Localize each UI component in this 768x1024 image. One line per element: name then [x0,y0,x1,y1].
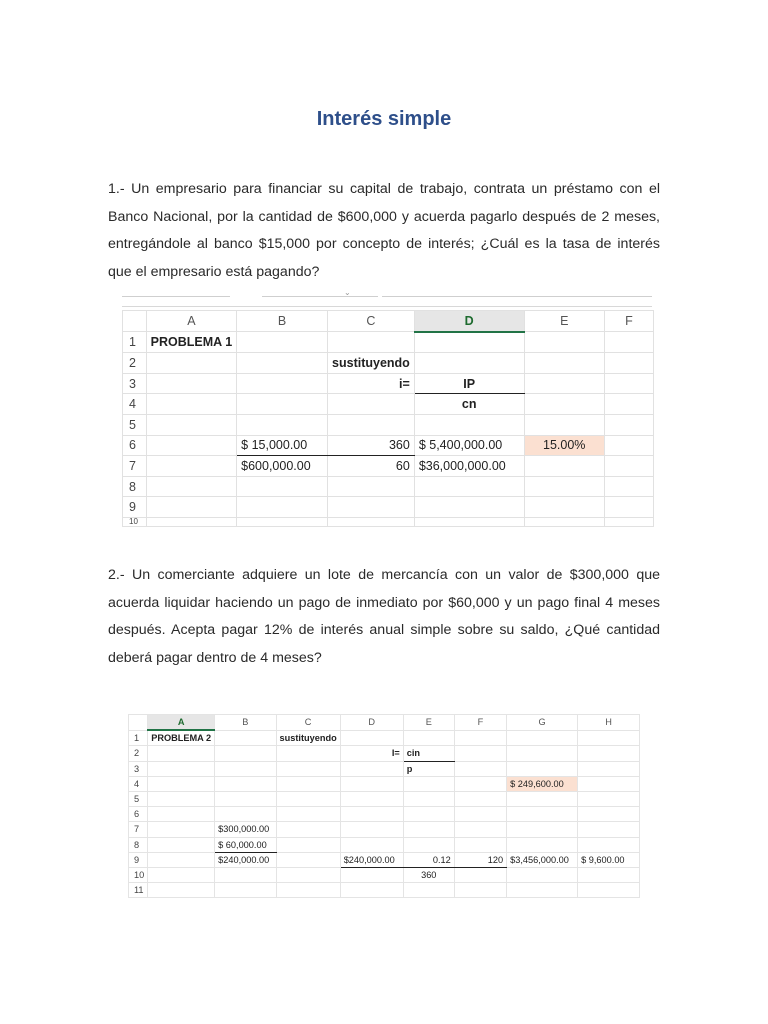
cell-g4-result[interactable]: $ 249,600.00 [507,776,578,791]
cell[interactable] [215,776,276,791]
cell[interactable] [414,497,524,518]
row-header[interactable]: 9 [123,497,147,518]
cell[interactable] [403,730,454,746]
cell[interactable] [276,867,340,882]
cell[interactable] [454,791,506,806]
row-header[interactable]: 3 [123,373,147,394]
column-header[interactable]: E [524,311,604,332]
cell[interactable] [403,822,454,837]
cell-d7[interactable]: $36,000,000.00 [414,456,524,477]
cell-b8[interactable]: $ 60,000.00 [215,837,276,852]
cell-g9[interactable]: $3,456,000.00 [507,852,578,867]
cell[interactable] [237,373,328,394]
cell[interactable] [604,353,653,374]
cell[interactable] [340,776,403,791]
cell[interactable] [403,883,454,898]
row-header[interactable]: 5 [129,791,148,806]
row-header[interactable]: 7 [129,822,148,837]
cell[interactable] [403,791,454,806]
cell[interactable] [507,883,578,898]
cell[interactable] [524,373,604,394]
cell[interactable] [454,883,506,898]
column-header[interactable]: A [146,311,237,332]
cell[interactable] [524,394,604,415]
row-header[interactable]: 5 [123,414,147,435]
cell[interactable] [604,435,653,456]
table-row [129,883,640,898]
chevron-down-icon[interactable]: ⌄ [344,288,351,297]
column-header[interactable]: F [454,715,506,731]
cell[interactable] [340,730,403,746]
cell[interactable] [578,746,640,761]
cell[interactable] [524,456,604,477]
sheet-grid [128,714,640,898]
cell-f9[interactable]: 120 [454,852,506,867]
name-box[interactable] [122,296,230,297]
cell[interactable] [524,414,604,435]
cell[interactable] [148,822,215,837]
table-row [129,730,640,746]
cell[interactable] [146,435,237,456]
cell[interactable] [215,761,276,776]
cell-d3[interactable]: IP [414,373,524,394]
row-header[interactable]: 8 [129,837,148,852]
cell[interactable] [276,807,340,822]
cell[interactable] [146,497,237,518]
cell[interactable] [578,730,640,746]
cell[interactable] [148,837,215,852]
cell[interactable] [215,883,276,898]
cell[interactable] [507,837,578,852]
cell[interactable] [215,746,276,761]
cell-c7[interactable]: 60 [328,456,415,477]
cell[interactable] [414,332,524,353]
cell-b7[interactable]: $300,000.00 [215,822,276,837]
cell-d4[interactable]: cn [414,394,524,415]
column-header-selected[interactable]: D [414,311,524,332]
cell-e10[interactable]: 360 [403,867,454,882]
row-header[interactable]: 4 [129,776,148,791]
spreadsheet-problem-2 [128,714,640,900]
cell[interactable] [146,414,237,435]
cell[interactable] [578,883,640,898]
column-header-selected[interactable]: A [148,715,215,731]
cell-b6[interactable]: $ 15,000.00 [237,435,328,456]
cell[interactable] [454,761,506,776]
cell[interactable] [328,394,415,415]
cell[interactable] [340,791,403,806]
cell[interactable] [276,837,340,852]
corner-cell[interactable] [123,311,147,332]
cell[interactable] [604,394,653,415]
cell-d2[interactable]: I= [340,746,403,761]
cell[interactable] [340,761,403,776]
cell[interactable] [604,476,653,497]
formula-bar [122,288,652,307]
cell[interactable] [148,883,215,898]
cell[interactable] [604,517,653,526]
cell[interactable] [146,373,237,394]
cell[interactable] [403,776,454,791]
cell[interactable] [524,353,604,374]
cell[interactable] [578,822,640,837]
column-header[interactable]: D [340,715,403,731]
cell[interactable] [276,746,340,761]
sheet-grid [122,310,654,527]
column-header-row [129,715,640,731]
column-header[interactable]: B [237,311,328,332]
table-row [129,837,640,852]
table-row [123,497,654,518]
cell-b9[interactable]: $240,000.00 [215,852,276,867]
cell[interactable] [237,332,328,353]
cell[interactable] [148,761,215,776]
cell[interactable] [148,867,215,882]
cell[interactable] [507,730,578,746]
cell[interactable] [148,852,215,867]
column-header[interactable]: B [215,715,276,731]
column-header[interactable]: C [328,311,415,332]
cell[interactable] [454,837,506,852]
corner-cell[interactable] [129,715,148,731]
table-row [129,776,640,791]
cell[interactable] [146,394,237,415]
cell[interactable] [507,867,578,882]
cell[interactable] [328,332,415,353]
cell[interactable] [578,837,640,852]
cell[interactable] [507,761,578,776]
cell[interactable] [414,517,524,526]
table-row [129,852,640,867]
cell-d9[interactable]: $240,000.00 [340,852,403,867]
cell-e2[interactable]: cin [403,746,454,761]
cell[interactable] [276,791,340,806]
row-header[interactable]: 1 [123,332,147,353]
column-header[interactable]: C [276,715,340,731]
spreadsheet-problem-1 [122,288,654,526]
table-row [129,822,640,837]
cell[interactable] [215,791,276,806]
cell[interactable] [148,791,215,806]
table-row [123,332,654,353]
cell[interactable] [146,456,237,477]
table-row [123,476,654,497]
cell[interactable] [148,746,215,761]
cell[interactable] [328,497,415,518]
cell[interactable] [237,353,328,374]
cell-h9[interactable]: $ 9,600.00 [578,852,640,867]
cell[interactable] [454,822,506,837]
table-row [123,517,654,526]
cell[interactable] [237,476,328,497]
cell[interactable] [237,414,328,435]
problem-2-text: 2.- Un comerciante adquiere un lote de mercancía con un valor de $300,000 que acuerda liquidar haciendo un pago de inmediato por $60,000 y un pago final 4 meses después. Acepta pagar 12% de interés anual simple sobre su saldo, ¿Qué cantidad deberá pagar dentro de 4 meses? [108,567,660,666]
row-header[interactable]: 6 [129,807,148,822]
cell[interactable] [454,730,506,746]
row-header[interactable]: 9 [129,852,148,867]
column-header[interactable]: H [578,715,640,731]
cell[interactable] [146,476,237,497]
cell[interactable] [604,456,653,477]
cell[interactable] [237,517,328,526]
table-row [129,807,640,822]
column-header[interactable]: F [604,311,653,332]
cell[interactable] [403,807,454,822]
column-header-row [123,311,654,332]
cell[interactable] [215,730,276,746]
table-row [123,373,654,394]
cell[interactable] [146,517,237,526]
table-row [123,394,654,415]
cell[interactable] [507,791,578,806]
cell[interactable] [604,414,653,435]
row-header[interactable]: 1 [129,730,148,746]
cell[interactable] [328,476,415,497]
cell[interactable] [578,776,640,791]
cell[interactable] [454,746,506,761]
cell[interactable] [340,822,403,837]
table-row [129,761,640,776]
table-row [129,791,640,806]
cell[interactable] [578,761,640,776]
cell[interactable] [403,837,454,852]
function-box[interactable] [262,296,378,297]
cell[interactable] [604,497,653,518]
cell[interactable] [276,776,340,791]
cell[interactable] [237,394,328,415]
table-row [129,746,640,761]
cell[interactable] [524,332,604,353]
row-header[interactable]: 4 [123,394,147,415]
cell[interactable] [524,517,604,526]
formula-input[interactable] [382,296,652,297]
cell[interactable] [328,517,415,526]
row-header[interactable]: 6 [123,435,147,456]
cell[interactable] [215,807,276,822]
cell[interactable] [507,746,578,761]
cell[interactable] [578,807,640,822]
cell[interactable] [237,497,328,518]
cell[interactable] [215,867,276,882]
cell[interactable] [414,476,524,497]
cell[interactable] [276,822,340,837]
cell[interactable] [454,776,506,791]
cell-d6[interactable]: $ 5,400,000.00 [414,435,524,456]
cell-e6-result[interactable]: 15.00% [524,435,604,456]
row-header[interactable]: 10 [129,867,148,882]
cell[interactable] [507,822,578,837]
cell[interactable] [276,883,340,898]
cell[interactable] [578,791,640,806]
cell[interactable] [454,807,506,822]
problem-1-text: 1.- Un empresario para financiar su capital de trabajo, contrata un préstamo con el Banco Nacional, por la cantidad de $600,000 y acuerda pagarlo después de 2 meses, entregándole al banco $15,000 por concepto de interés; ¿Cuál es la tasa de interés que el empresario está pagando? [108,181,660,280]
table-row [123,435,654,456]
row-header[interactable]: 7 [123,456,147,477]
cell[interactable] [524,476,604,497]
table-row [123,353,654,374]
row-header[interactable]: 11 [129,883,148,898]
cell[interactable] [507,807,578,822]
table-row [123,456,654,477]
cell-b7[interactable]: $600,000.00 [237,456,328,477]
cell[interactable] [340,867,403,882]
page-title: Interés simple [316,108,452,130]
table-row [129,867,640,882]
cell-c1[interactable]: sustituyendo [276,730,340,746]
cell[interactable] [340,883,403,898]
cell-a1[interactable]: PROBLEMA 2 [148,730,215,746]
cell-c6[interactable]: 360 [328,435,415,456]
cell[interactable] [604,373,653,394]
cell[interactable] [276,852,340,867]
cell[interactable] [148,807,215,822]
cell[interactable] [276,761,340,776]
row-header[interactable]: 2 [123,353,147,374]
cell[interactable] [578,867,640,882]
cell-c2[interactable]: sustituyendo [328,353,415,374]
column-header[interactable]: E [403,715,454,731]
cell[interactable] [524,497,604,518]
column-header[interactable]: G [507,715,578,731]
cell[interactable] [340,807,403,822]
table-row [123,414,654,435]
cell-e9[interactable]: 0.12 [403,852,454,867]
row-header[interactable]: 2 [129,746,148,761]
cell-a1[interactable]: PROBLEMA 1 [146,332,237,353]
cell[interactable] [414,353,524,374]
cell[interactable] [146,353,237,374]
cell[interactable] [340,837,403,852]
row-header[interactable]: 3 [129,761,148,776]
cell-c3[interactable]: i= [328,373,415,394]
row-header[interactable]: 8 [123,476,147,497]
cell-e3[interactable]: p [403,761,454,776]
cell[interactable] [148,776,215,791]
cell[interactable] [454,867,506,882]
cell[interactable] [604,332,653,353]
cell[interactable] [414,414,524,435]
row-header[interactable]: 10 [123,517,147,526]
cell[interactable] [328,414,415,435]
